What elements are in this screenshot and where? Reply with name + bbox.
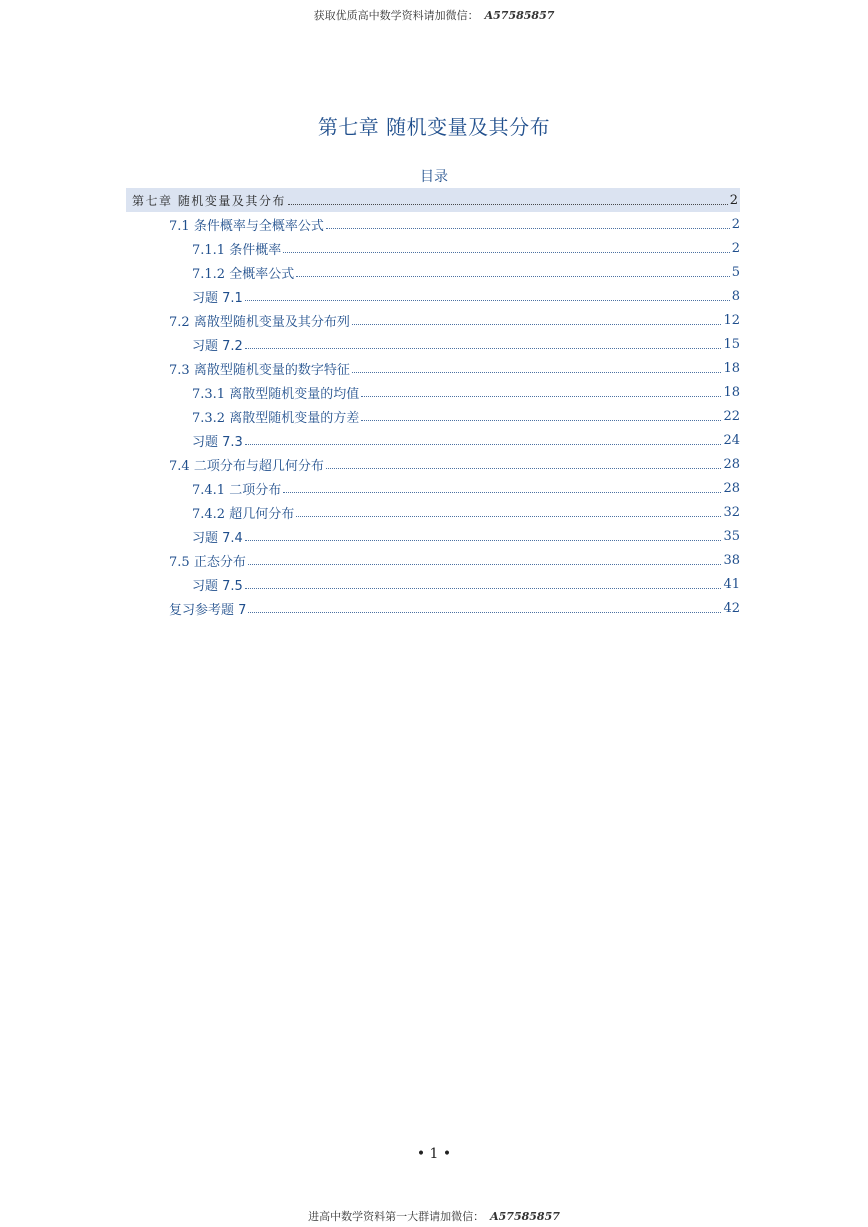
toc-leader-dots	[326, 227, 730, 229]
toc-entry-number: 7.5	[169, 554, 190, 570]
toc-entry-page: 35	[723, 528, 740, 544]
toc-entry[interactable]	[126, 236, 740, 260]
toc-entry-label	[169, 599, 246, 618]
toc-entry-page: 2	[731, 240, 740, 256]
toc-leader-dots	[283, 491, 721, 493]
header-text: 获取优质高中数学资料请加微信：	[313, 9, 479, 22]
toc-heading: 目录	[420, 169, 448, 185]
toc-entry-page: 18	[723, 360, 740, 376]
toc-entry-title: 条件概率与全概率公式	[193, 218, 324, 234]
toc-entry-label	[192, 527, 243, 546]
toc-leader-dots	[361, 395, 721, 397]
toc-entry-title: 习题 7.4	[192, 530, 243, 546]
toc-entry[interactable]	[126, 356, 740, 380]
toc-entry-title: 习题 7.3	[192, 434, 243, 450]
toc-entry[interactable]	[126, 452, 740, 476]
toc-entry-title: 条件概率	[229, 242, 282, 258]
toc-entry-page: 24	[723, 432, 740, 448]
toc-entry-label	[192, 239, 281, 258]
toc-entry-page: 2	[729, 192, 738, 208]
page-header	[0, 7, 868, 23]
toc-entry[interactable]	[126, 500, 740, 524]
toc-entry-label	[192, 335, 243, 354]
toc-entry-label	[169, 551, 246, 570]
toc-leader-dots	[248, 611, 721, 613]
toc-entry-page: 38	[723, 552, 740, 568]
toc-leader-dots	[326, 467, 722, 469]
toc-leader-dots	[361, 419, 721, 421]
toc-entry-title: 离散型随机变量的均值	[229, 386, 360, 402]
toc-entry-page: 41	[723, 576, 740, 592]
toc-entry-page: 32	[723, 504, 740, 520]
table-of-contents	[126, 188, 740, 620]
toc-entry-label	[169, 455, 324, 474]
toc-entry[interactable]	[126, 260, 740, 284]
toc-entry-title: 二项分布	[229, 482, 282, 498]
header-wechat-code: A57585857	[484, 9, 555, 22]
toc-leader-dots	[352, 323, 722, 325]
toc-entry-label	[192, 383, 359, 402]
toc-entry-label	[192, 503, 294, 522]
toc-entry-number: 7.3	[169, 362, 190, 378]
toc-entry-label	[192, 431, 243, 450]
toc-entry-number: 7.4	[169, 458, 190, 474]
toc-entry[interactable]	[126, 308, 740, 332]
toc-entry-page: 12	[723, 312, 740, 328]
toc-entry-page: 28	[723, 480, 740, 496]
toc-entry-number: 7.1	[169, 218, 190, 234]
toc-entry-label	[169, 359, 350, 378]
toc-entry-page: 2	[731, 216, 740, 232]
footer-text: 进高中数学资料第一大群请加微信：	[308, 1210, 485, 1223]
toc-leader-dots	[245, 443, 722, 445]
toc-leader-dots	[245, 347, 722, 349]
toc-entry-page: 15	[723, 336, 740, 352]
toc-entry[interactable]	[126, 572, 740, 596]
toc-entry[interactable]	[126, 188, 740, 212]
toc-entry-title: 第七章 随机变量及其分布	[132, 193, 286, 208]
toc-entry-title: 超几何分布	[229, 506, 295, 522]
chapter-title: 第七章 随机变量及其分布	[317, 115, 551, 139]
toc-leader-dots	[296, 275, 729, 277]
toc-entry[interactable]	[126, 476, 740, 500]
toc-entry-number: 7.1.2	[192, 266, 226, 282]
toc-entry[interactable]	[126, 428, 740, 452]
toc-leader-dots	[248, 563, 722, 565]
toc-entry-number: 7.2	[169, 314, 190, 330]
toc-leader-dots	[283, 251, 729, 253]
toc-entry-number: 7.3.1	[192, 386, 226, 402]
toc-entry-title: 习题 7.1	[192, 290, 243, 306]
toc-entry[interactable]	[126, 380, 740, 404]
toc-entry[interactable]	[126, 548, 740, 572]
toc-entry-label	[192, 575, 243, 594]
toc-entry-title: 正态分布	[193, 554, 246, 570]
toc-entry-number: 7.4.2	[192, 506, 226, 522]
toc-leader-dots	[245, 299, 730, 301]
toc-entry-title: 离散型随机变量的数字特征	[193, 362, 350, 378]
toc-leader-dots	[245, 587, 722, 589]
toc-entry[interactable]	[126, 332, 740, 356]
toc-entry-page: 18	[723, 384, 740, 400]
toc-entry-label	[192, 407, 359, 426]
toc-entry-label	[169, 311, 350, 330]
toc-leader-dots	[352, 371, 722, 373]
footer-wechat-code: A57585857	[490, 1210, 560, 1223]
toc-entry[interactable]	[126, 596, 740, 620]
toc-entry[interactable]	[126, 212, 740, 236]
toc-entry-number: 7.4.1	[192, 482, 226, 498]
toc-entry-page: 22	[723, 408, 740, 424]
toc-entry-title: 全概率公式	[229, 266, 295, 282]
toc-entry-label	[192, 479, 281, 498]
toc-entry-title: 习题 7.2	[192, 338, 243, 354]
toc-entry-title: 离散型随机变量及其分布列	[193, 314, 350, 330]
toc-leader-dots	[288, 203, 728, 205]
toc-entry-label	[192, 263, 294, 282]
toc-entry-page: 5	[731, 264, 740, 280]
toc-entry-title: 复习参考题 7	[169, 602, 247, 618]
toc-entry-page: 28	[723, 456, 740, 472]
toc-entry-page: 42	[723, 600, 740, 616]
toc-entry-title: 离散型随机变量的方差	[229, 410, 360, 426]
toc-entry-number: 7.3.2	[192, 410, 226, 426]
toc-entry[interactable]	[126, 284, 740, 308]
toc-entry[interactable]	[126, 524, 740, 548]
page-footer	[0, 1208, 868, 1224]
page-number: • 1 •	[416, 1146, 452, 1162]
toc-entry[interactable]	[126, 404, 740, 428]
toc-entry-number: 7.1.1	[192, 242, 226, 258]
toc-entry-title: 习题 7.5	[192, 578, 243, 594]
toc-entry-label	[192, 287, 243, 306]
toc-entry-page: 8	[731, 288, 740, 304]
toc-entry-label	[169, 215, 324, 234]
toc-leader-dots	[296, 515, 721, 517]
toc-entry-label	[132, 192, 286, 209]
toc-entry-title: 二项分布与超几何分布	[193, 458, 324, 474]
toc-leader-dots	[245, 539, 722, 541]
